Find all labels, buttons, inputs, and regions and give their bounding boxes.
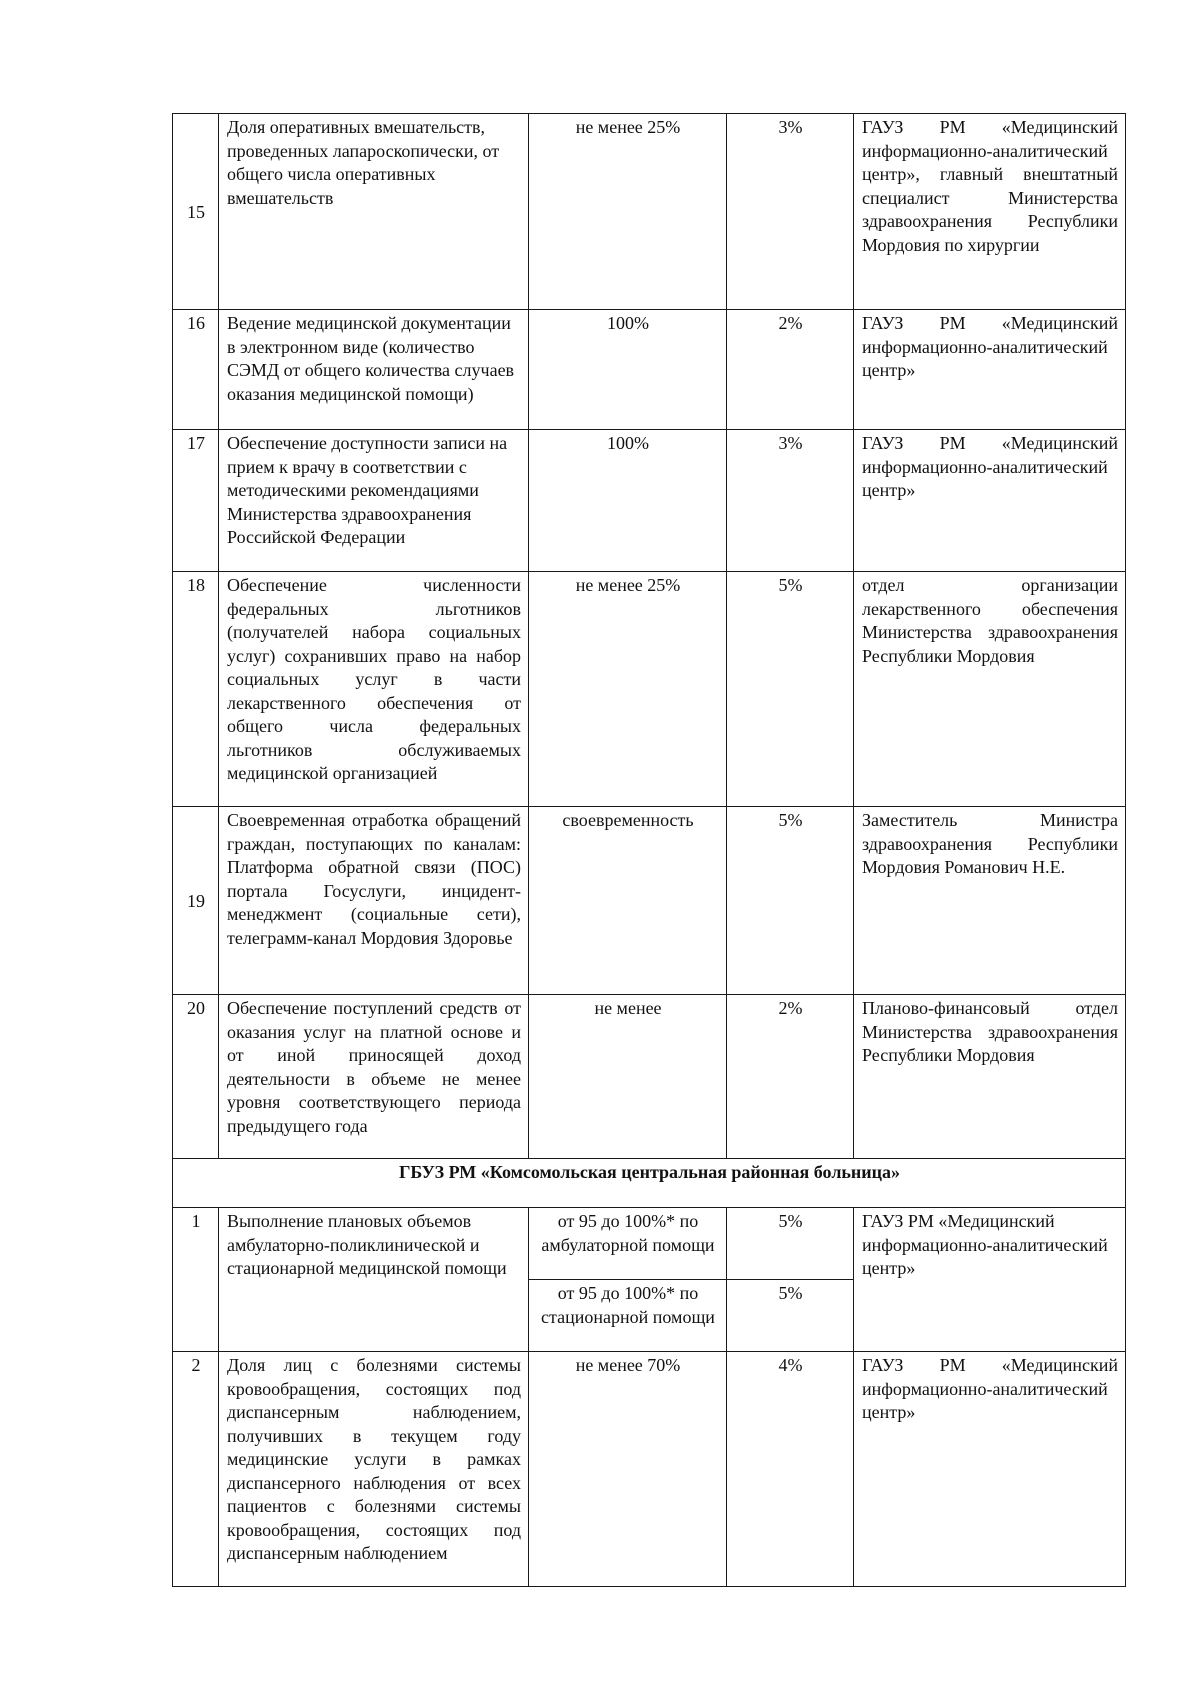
indicator-cell: Обеспечение численности федеральных льготников (получателей набора социальных услуг) сохранивших право на набор социальных услуг в части лекарственного обеспечения от общего числа федеральных льготников обслуживаемых медицинской организацией [219, 572, 529, 807]
weight-cell: 5% [727, 1280, 854, 1352]
row-number: 20 [173, 995, 219, 1159]
target-value-cell: 100% [529, 310, 727, 430]
target-value-cell: не менее 70% [529, 1352, 727, 1587]
row-number: 16 [173, 310, 219, 430]
target-value-cell: не менее 25% [529, 572, 727, 807]
weight-cell: 5% [727, 1208, 854, 1280]
weight-cell: 5% [727, 807, 854, 995]
indicator-cell: Выполнение плановых объемов амбулаторно-поликлинической и стационарной медицинской помощи [219, 1208, 529, 1352]
responsible-cell: ГАУЗ РМ «Медицинский информационно-аналитический центр» [854, 430, 1126, 572]
table-row [173, 995, 1126, 1159]
target-value-cell: своевременность [529, 807, 727, 995]
table-row [173, 1208, 1126, 1280]
table-row [173, 1352, 1126, 1587]
row-number: 1 [173, 1208, 219, 1352]
weight-cell: 3% [727, 114, 854, 310]
section-title: ГБУЗ РМ «Комсомольская центральная районная больница» [173, 1159, 1126, 1208]
weight-cell: 5% [727, 572, 854, 807]
indicator-cell: Доля лиц с болезнями системы кровообращения, состоящих под диспансерным наблюдением, получивших в текущем году медицинские услуги в рамках диспансерного наблюдения от всех пациентов с болезнями системы кровообращения, состоящих под диспансерным наблюдением [219, 1352, 529, 1587]
weight-cell: 3% [727, 430, 854, 572]
row-number: 19 [173, 807, 219, 995]
weight-cell: 2% [727, 310, 854, 430]
indicators-table [172, 113, 1126, 1587]
responsible-cell: ГАУЗ РМ «Медицинский информационно-аналитический центр» [854, 310, 1126, 430]
table-row [173, 430, 1126, 572]
table-row [173, 572, 1126, 807]
table-row [173, 310, 1126, 430]
table-row [173, 807, 1126, 995]
target-value-cell: не менее [529, 995, 727, 1159]
responsible-cell: Планово-финансовый отдел Министерства здравоохранения Республики Мордовия [854, 995, 1126, 1159]
weight-cell: 2% [727, 995, 854, 1159]
section-row [173, 1159, 1126, 1208]
responsible-cell: ГАУЗ РМ «Медицинский информационно-аналитический центр», главный внештатный специалист Министерства здравоохранения Республики Мордовия по хирургии [854, 114, 1126, 310]
row-number: 2 [173, 1352, 219, 1587]
indicator-cell: Своевременная отработка обращений граждан, поступающих по каналам: Платформа обратной связи (ПОС) портала Госуслуги, инцидент-менеджмент (социальные сети), телеграмм-канал Мордовия Здоровье [219, 807, 529, 995]
indicator-cell: Доля оперативных вмешательств, проведенных лапароскопически, от общего числа оперативных вмешательств [219, 114, 529, 310]
row-number: 17 [173, 430, 219, 572]
weight-cell: 4% [727, 1352, 854, 1587]
responsible-cell: ГАУЗ РМ «Медицинский информационно-аналитический центр» [854, 1352, 1126, 1587]
table-row [173, 114, 1126, 310]
target-value-cell: не менее 25% [529, 114, 727, 310]
target-value-cell: 100% [529, 430, 727, 572]
target-value-cell: от 95 до 100%* по амбулаторной помощи [529, 1208, 727, 1280]
indicator-cell: Обеспечение доступности записи на прием к врачу в соответствии с методическими рекомендациями Министерства здравоохранения Российской Федерации [219, 430, 529, 572]
responsible-cell: ГАУЗ РМ «Медицинский информационно-аналитический центр» [854, 1208, 1126, 1352]
responsible-cell: отдел организации лекарственного обеспечения Министерства здравоохранения Республики Мордовия [854, 572, 1126, 807]
responsible-cell: Заместитель Министра здравоохранения Республики Мордовия Романович Н.Е. [854, 807, 1126, 995]
row-number: 18 [173, 572, 219, 807]
indicator-cell: Ведение медицинской документации в электронном виде (количество СЭМД от общего количества случаев оказания медицинской помощи) [219, 310, 529, 430]
indicator-cell: Обеспечение поступлений средств от оказания услуг на платной основе и от иной приносящей доход деятельности в объеме не менее уровня соответствующего периода предыдущего года [219, 995, 529, 1159]
row-number: 15 [173, 114, 219, 310]
target-value-cell: от 95 до 100%* по стационарной помощи [529, 1280, 727, 1352]
